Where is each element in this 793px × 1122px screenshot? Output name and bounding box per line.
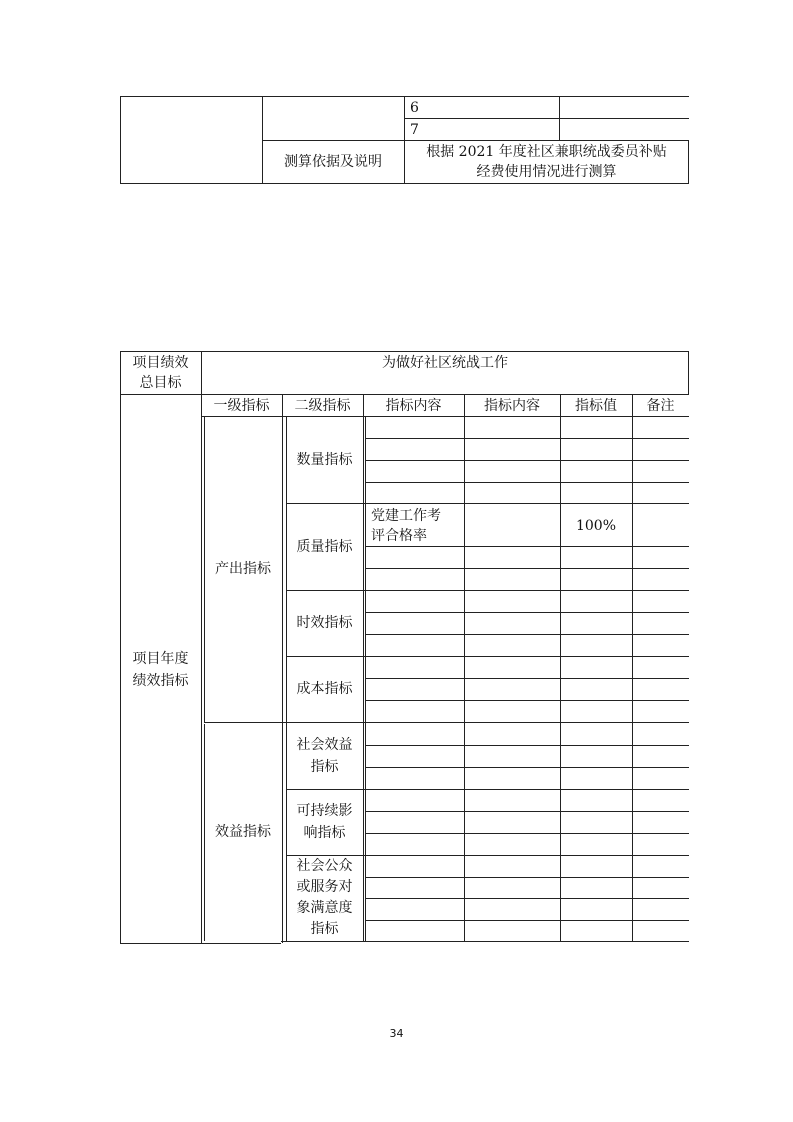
goal-label: 项目绩效 (132, 355, 189, 371)
table-border (365, 460, 689, 461)
table-border (365, 678, 689, 679)
column-header: 指标内容 (484, 398, 540, 414)
column-header: 指标值 (575, 398, 617, 414)
table-border (560, 394, 561, 941)
level2-quality: 质量指标 (296, 539, 353, 555)
table-border (365, 920, 689, 921)
table-border (464, 394, 465, 941)
table-border (286, 590, 689, 591)
goal-label: 总目标 (139, 375, 182, 391)
table-border (204, 722, 689, 723)
table-border (286, 789, 689, 790)
table-border (365, 482, 689, 483)
basis-label: 测算依据及说明 (284, 154, 382, 170)
table-border (286, 503, 689, 504)
table-border (120, 943, 281, 944)
column-header: 指标内容 (385, 398, 442, 414)
level2-sustainability: 响指标 (303, 825, 346, 841)
indicator-content: 党建工作考 (371, 508, 441, 524)
table-border (120, 351, 121, 943)
table-border (120, 183, 689, 184)
row-number: 7 (410, 122, 419, 138)
table-border (365, 568, 689, 569)
column-header: 一级指标 (213, 398, 270, 414)
level2-satisfaction: 指标 (310, 921, 339, 937)
table-border (365, 833, 689, 834)
indicator-value: 100% (575, 518, 617, 534)
table-border (120, 96, 121, 183)
table-border (365, 745, 689, 746)
table-border (365, 612, 689, 613)
table-border (201, 351, 202, 943)
level2-social: 指标 (310, 759, 339, 775)
annual-indicator-label: 项目年度 (132, 651, 189, 667)
table-border (365, 898, 689, 899)
level2-timeliness: 时效指标 (296, 615, 353, 631)
indicator-content: 评合格率 (371, 528, 427, 544)
table-border (363, 394, 364, 941)
page-number: 34 (389, 1027, 404, 1040)
level2-satisfaction: 象满意度 (296, 900, 353, 916)
table-border (365, 700, 689, 701)
level2-quantity: 数量指标 (296, 452, 353, 468)
row-number: 6 (410, 100, 419, 116)
table-border (281, 941, 689, 942)
table-border (632, 394, 633, 941)
table-border (365, 767, 689, 768)
level2-satisfaction: 社会公众 (296, 858, 353, 874)
table-border (365, 811, 689, 812)
column-header: 二级指标 (294, 398, 351, 414)
level2-cost: 成本指标 (296, 681, 353, 697)
level2-satisfaction: 或服务对 (296, 879, 353, 895)
annual-indicator-label: 绩效指标 (132, 673, 189, 689)
table-border (404, 118, 689, 119)
table-border (282, 394, 283, 943)
table-border (365, 634, 689, 635)
table-border (365, 438, 689, 439)
column-header: 备注 (646, 398, 675, 414)
table-border (286, 656, 689, 657)
level2-social: 社会效益 (296, 737, 353, 753)
goal-value: 为做好社区统战工作 (382, 355, 508, 371)
table-border (365, 877, 689, 878)
level1-benefit: 效益指标 (215, 824, 271, 840)
basis-text: 经费使用情况进行测算 (476, 164, 617, 180)
level1-output: 产出指标 (215, 561, 271, 577)
basis-text: 根据 2021 年度社区兼职统战委员补贴 (426, 144, 667, 160)
level2-sustainability: 可持续影 (296, 803, 353, 819)
